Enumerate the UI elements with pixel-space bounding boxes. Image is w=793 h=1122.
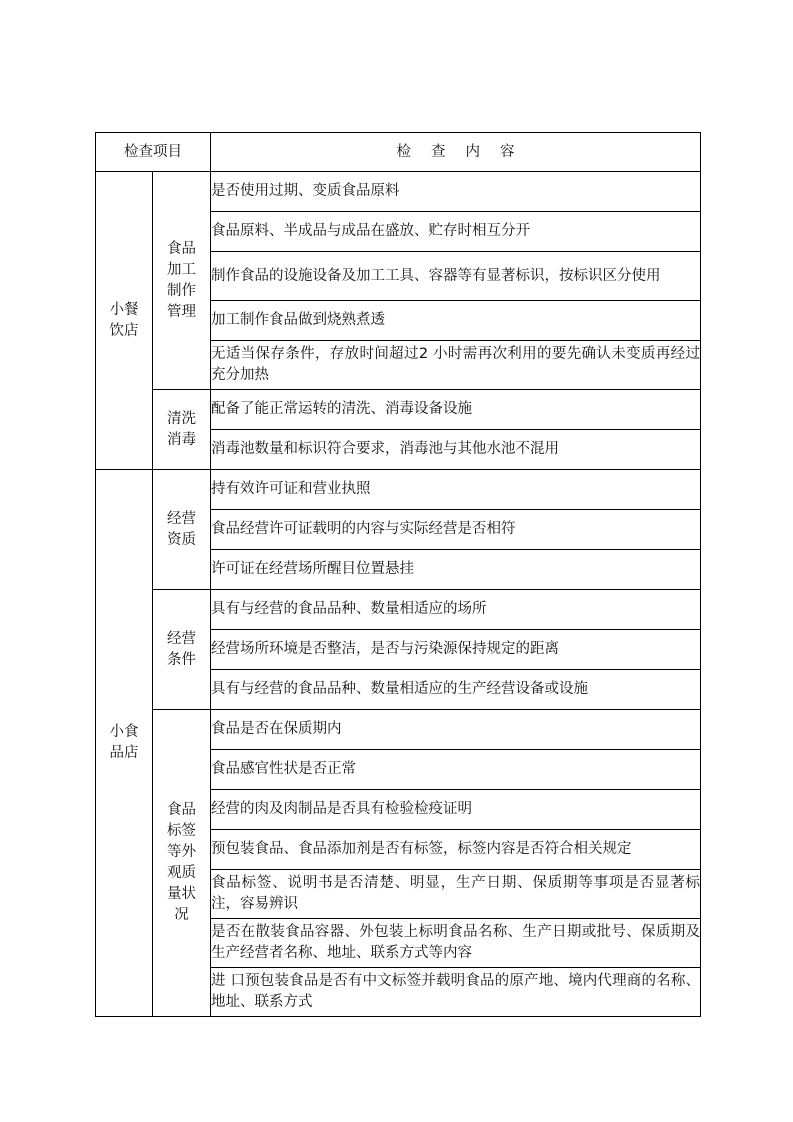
check-item: 食品是否在保质期内 [211, 710, 701, 750]
group-cell: 小餐 饮店 [96, 172, 153, 470]
check-item: 加工制作食品做到烧熟煮透 [211, 301, 701, 341]
check-item: 制作食品的设施设备及加工工具、容器等有显著标识，按标识区分使用 [211, 252, 701, 301]
subgroup-cell: 经营 条件 [153, 590, 211, 710]
table-row [96, 390, 701, 430]
header-row [96, 133, 701, 172]
check-item: 食品原料、半成品与成品在盛放、贮存时相互分开 [211, 212, 701, 252]
check-item: 预包装食品、食品添加剂是否有标签，标签内容是否符合相关规定 [211, 830, 701, 870]
table-row [96, 172, 701, 212]
check-item: 配备了能正常运转的清洗、消毒设备设施 [211, 390, 701, 430]
header-item: 检查项目 [96, 133, 211, 172]
group-cell: 小食 品店 [96, 470, 153, 1017]
check-item: 具有与经营的食品品种、数量相适应的生产经营设备或设施 [211, 670, 701, 710]
check-item: 经营的肉及肉制品是否具有检验检疫证明 [211, 790, 701, 830]
subgroup-cell: 清洗 消毒 [153, 390, 211, 470]
check-item: 经营场所环境是否整洁，是否与污染源保持规定的距离 [211, 630, 701, 670]
check-item: 进 口预包装食品是否有中文标签并载明食品的原产地、境内代理商的名称、地址、联系方式 [211, 968, 701, 1017]
check-item: 食品标签、说明书是否清楚、明显，生产日期、保质期等事项是否显著标注，容易辨识 [211, 870, 701, 919]
table-row [96, 590, 701, 630]
table-row [96, 470, 701, 510]
check-item: 具有与经营的食品品种、数量相适应的场所 [211, 590, 701, 630]
check-item: 食品感官性状是否正常 [211, 750, 701, 790]
check-item: 持有效许可证和营业执照 [211, 470, 701, 510]
subgroup-cell: 食品 加工 制作 管理 [153, 172, 211, 390]
inspection-table [95, 132, 701, 1017]
subgroup-cell: 经营 资质 [153, 470, 211, 590]
subgroup-cell: 食品 标签 等外 观质 量状 况 [153, 710, 211, 1017]
check-item: 消毒池数量和标识符合要求，消毒池与其他水池不混用 [211, 430, 701, 470]
check-item: 是否在散装食品容器、外包装上标明食品名称、生产日期或批号、保质期及生产经营者名称、地址、联系方式等内容 [211, 919, 701, 968]
header-content: 检查内容 [211, 133, 701, 172]
check-item: 许可证在经营场所醒目位置悬挂 [211, 550, 701, 590]
table-row [96, 710, 701, 750]
check-item: 是否使用过期、变质食品原料 [211, 172, 701, 212]
check-item: 食品经营许可证载明的内容与实际经营是否相符 [211, 510, 701, 550]
check-item: 无适当保存条件，存放时间超过2 小时需再次利用的要先确认未变质再经过充分加热 [211, 341, 701, 390]
